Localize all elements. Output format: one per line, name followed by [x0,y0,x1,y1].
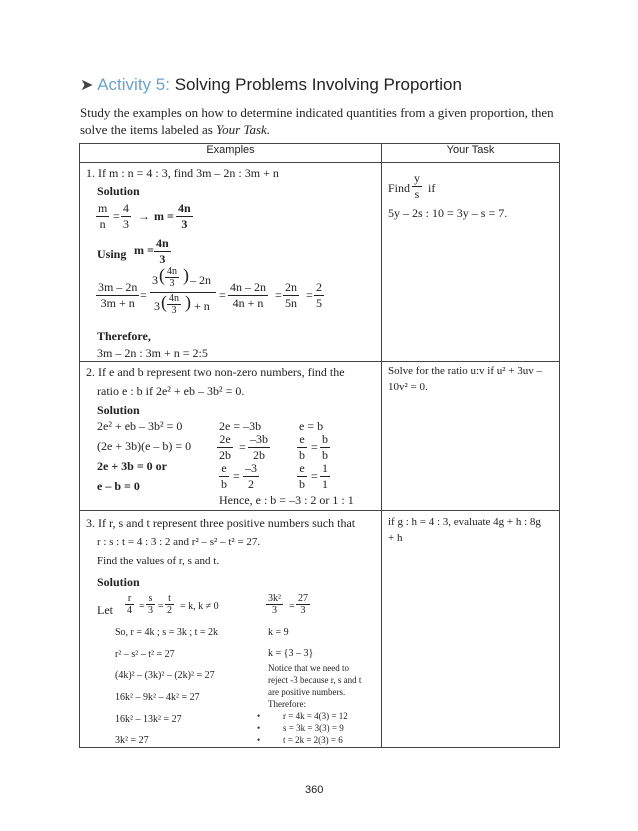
list-item: t = 2k = 2(3) = 6 [283,735,343,745]
task-2-cell: Solve for the ratio u:v if u² + 3uv – 10v² = 0. [382,362,560,511]
task-1-equation: 5y – 2s : 10 = 3y – s = 7. [388,206,508,220]
arrow-icon: ➤ [80,77,94,94]
task-3-cell: if g : h = 4 : 3, evaluate 4g + h : 8g + h [382,511,560,748]
example-3-cell: 3. If r, s and t represent three positive numbers such that r : s : t = 4 : 3 : 2 and r² – s² – t² = 27. Find the values of r, s and t. Solution Let $\frac{r}{4}$ = $\frac{s}{3}$ = $\frac{t}{2}$ = k, k ≠ 0 So, r = 4k ; s = 3k ; t = 2k r² – s² – t² = 27 (4k)² – (3k)² – (2k)² = 27 16k² – 9k² – 4k² = 27 16k² – 13k² = 27 3k² = 27 $\frac{\text{3k²}}{3}$ = $\frac{27}{3}$ k = 9 k = {3 – 3} Notice that we need to reject -3 because r, s and t are positive numbers. Therefore: • r = 4k = 4(3) = 12 • s = 3k = 3(3) = 9 • t = 2k = 2(3) = 6 [80,511,382,748]
example-1-answer: 3m – 2n : 3m + n = 2:5 [97,346,208,360]
list-item: s = 3k = 3(3) = 9 [283,723,344,733]
example-1-problem: 1. If m : n = 4 : 3, find 3m – 2n : 3m + n [86,166,279,180]
list-item: r = 4k = 4(3) = 12 [283,711,348,721]
activity-title: Solving Problems Involving Proportion [174,75,462,94]
page-number: 360 [305,784,324,796]
header-examples: Examples [80,144,382,163]
activity-label: Activity 5: [97,75,170,94]
task-1-cell: Find $\frac{y}{s}$ if 5y – 2s : 10 = 3y – s = 7. [382,163,560,362]
intro-text: Study the examples on how to determine indicated quantities from a given proportion, then solve the items labeled as Your Task. [80,105,554,137]
example-2-cell: 2. If e and b represent two non-zero numbers, find the ratio e : b if 2e² + eb – 3b² = 0. Solution 2e² + eb – 3b² = 0 (2e + 3b)(e – b) = 0 2e + 3b = 0 or e – b = 0 2e = –3b $\frac{2e}{2b}$ = $\frac{-3b}{2b}$ $\frac{e}{b}$ = $\frac{-3}{2}$ e = b $\frac{e}{b}$ = $\frac{b}{b}$ $\frac{e}{b}$ = $\frac{1}{1}$ Hence, e : b = –3 : 2 or 1 : 1 [80,362,382,511]
activity-heading [80,75,462,95]
proportion-table [79,143,560,748]
example-1-cell: 1. If m : n = 4 : 3, find 3m – 2n : 3m + n Solution $\frac{m}{n}$ = $\frac{4}{3}$ → m = $\frac{4n}{3}$ Using m = $\frac{4n}{3}$ $\frac{3m - 2n}{3m + n}$ = 3 ( $\frac{4n}{3}$ ) – 2n 3 ( $\frac{4n}{3}$ ) + n = $\frac{4n - 2n}{4n + n}$ = $\frac{2n}{5n}$ = $\frac{2}{5}$ Therefore, 3m – 2n : 3m + n = 2:5 [80,163,382,362]
example-2-answer: Hence, e : b = –3 : 2 or 1 : 1 [219,493,354,507]
header-your-task: Your Task [382,144,560,163]
solution-heading: Solution [97,184,140,198]
